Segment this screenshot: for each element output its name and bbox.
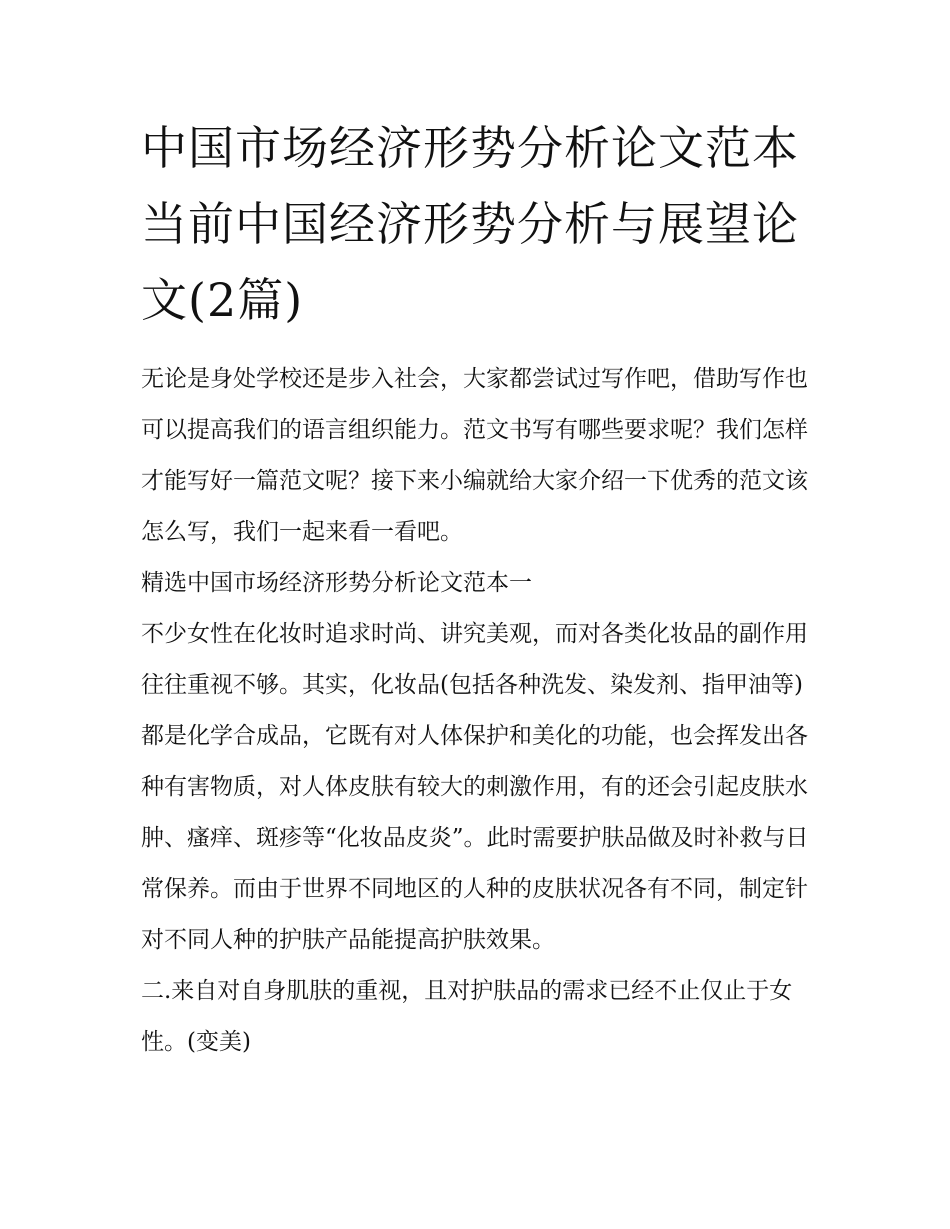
intro-paragraph: 无论是身处学校还是步入社会，大家都尝试过写作吧，借助写作也可以提高我们的语言组织能力。范文书写有哪些要求呢？我们怎样才能写好一篇范文呢？接下来小编就给大家介绍一下优秀的范文该怎么写，我们一起来看一看吧。 [141,366,808,545]
document-title: 中国市场经济形势分析论文范本 当前中国经济形势分析与展望论文(2篇) [141,121,799,327]
document-page [141,110,821,1068]
body-paragraph: 不少女性在化妆时追求时尚、讲究美观，而对各类化妆品的副作用往往重视不够。其实，化妆品(包括各种洗发、染发剂、指甲油等)都是化学合成品，它既有对人体保护和美化的功能，也会挥发出各种有害物质，对人体皮肤有较大的刺激作用，有的还会引起皮肤水肿、瘙痒、斑疹等“化妆品皮炎”。此时需要护肤品做及时补救与日常保养。而由于世界不同地区的人种的皮肤状况各有不同，制定针对不同人种的护肤产品能提高护肤效果。 [141,621,809,953]
section-heading: 精选中国市场经济形势分析论文范本一 [141,570,532,596]
body-paragraph: 二.来自对自身肌肤的重视，且对护肤品的需求已经不止仅止于女性。(变美) [141,978,793,1055]
document-body [141,354,821,1068]
